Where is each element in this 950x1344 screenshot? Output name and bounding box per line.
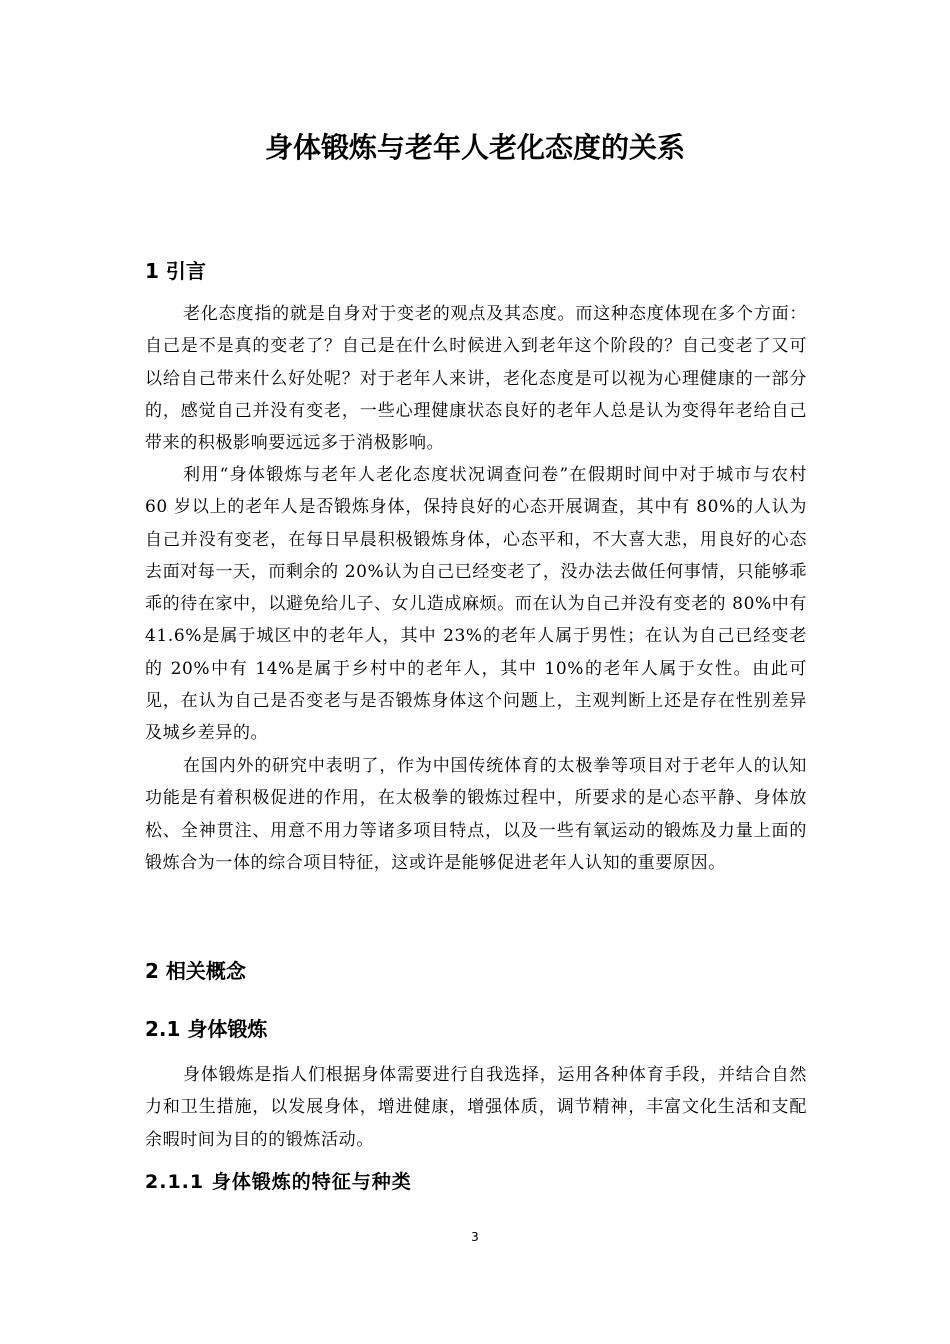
paragraph-physical-exercise-definition: 身体锻炼是指人们根据身体需要进行自我选择，运用各种体育手段，并结合自然力和卫生措施，以发展身体，增进健康，增强体质，调节精神，丰富文化生活和支配余暇时间为目的的锻炼活动。 xyxy=(145,1065,807,1150)
section-heading-related-concepts: 2 相关概念 xyxy=(145,959,246,983)
section-heading-introduction: 1 引言 xyxy=(145,259,206,283)
subsection-heading-physical-exercise: 2.1 身体锻炼 xyxy=(145,1017,268,1041)
subsubsection-heading-exercise-features: 2.1.1 身体锻炼的特征与种类 xyxy=(145,1171,412,1193)
document-title: 身体锻炼与老年人老化态度的关系 xyxy=(264,131,685,164)
paragraph-survey-results: 利用“身体锻炼与老年人老化态度状况调查问卷”在假期时间中对于城市与农村 60 岁以上的老年人是否锻炼身体，保持良好的心态开展调查，其中有 80%的人认为自己并没有变老，在每日早晨积极锻炼身体，心态平和，不大喜大悲，用良好的心态去面对每一天，而剩余的 20%认为自己已经变老了，没办法去做任何事情，只能够乖乖的待在家中，以避免给儿子、女儿造成麻烦。而在认为自己并没有变老的 80%中有 41.6%是属于城区中的老年人，其中 23%的老年人属于男性；在认为自己已经变老的 20%中有 14%是属于乡村中的老年人，其中 10%的老年人属于女性。由此可见，在认为自己是否变老与是否锻炼身体这个问题上，主观判断上还是存在性别差异及城乡差异的。 xyxy=(145,465,807,744)
page-number: 3 xyxy=(471,1230,479,1244)
paragraph-taichi-research: 在国内外的研究中表明了，作为中国传统体育的太极拳等项目对于老年人的认知功能是有着积极促进的作用，在太极拳的锻炼过程中，所要求的是心态平静、身体放松、全神贯注、用意不用力等诸多项目特点，以及一些有氧运动的锻炼及力量上面的锻炼合为一体的综合项目特征，这或许是能够促进老年人认知的重要原因。 xyxy=(145,756,807,873)
paragraph-aging-attitude-definition: 老化态度指的就是自身对于变老的观点及其态度。而这种态度体现在多个方面：自己是不是真的变老了？自己是在什么时候进入到老年这个阶段的？自己变老了又可以给自己带来什么好处呢？对于老年人来讲，老化态度是可以视为心理健康的一部分的，感觉自己并没有变老，一些心理健康状态良好的老年人总是认为变得年老给自己带来的积极影响要远远多于消极影响。 xyxy=(145,304,807,454)
